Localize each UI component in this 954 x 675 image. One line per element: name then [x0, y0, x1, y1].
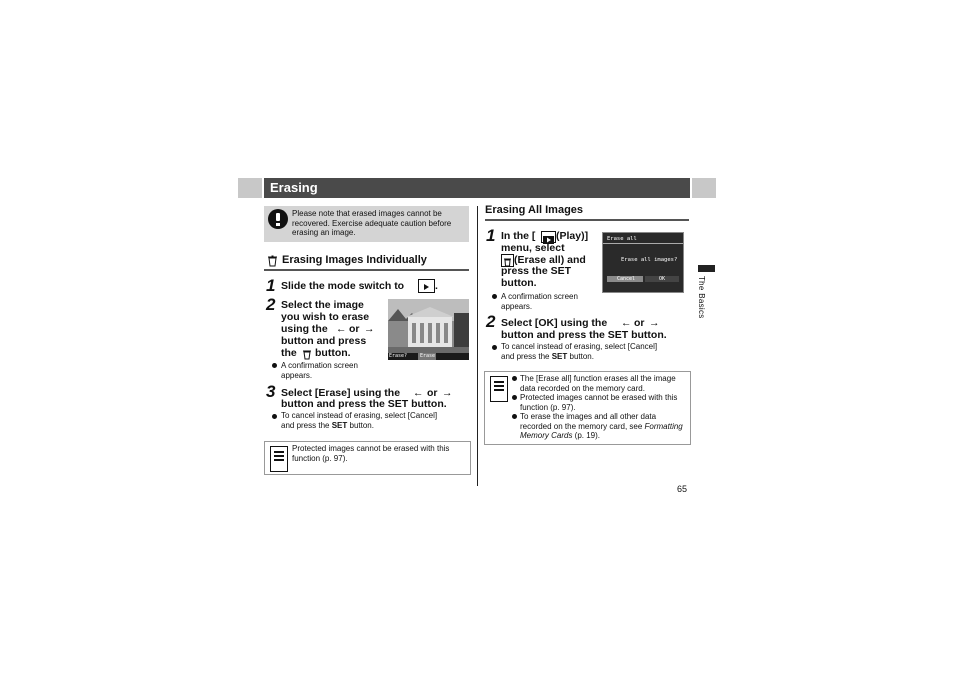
- memo-icon: [270, 446, 288, 472]
- bullet-text-part: and press the: [281, 421, 332, 430]
- memo-text-italic: Formatting Memory Cards: [520, 421, 683, 440]
- caution-icon: [268, 209, 288, 229]
- heading-rule: [485, 219, 689, 221]
- title-bar: [264, 178, 690, 198]
- step-text: button.: [501, 277, 537, 289]
- step-text: In the [: [501, 230, 536, 242]
- header-tab-left: [238, 178, 262, 198]
- bullet: [512, 376, 517, 381]
- bullet: [512, 414, 517, 419]
- page-number: 65: [677, 484, 688, 494]
- section-tab-marker: [698, 265, 715, 272]
- step-text: or: [427, 387, 438, 399]
- step-text: using the: [281, 323, 328, 335]
- bullet: [272, 363, 277, 368]
- bullet-text: [281, 421, 466, 431]
- left-arrow-icon: ←: [336, 323, 347, 335]
- right-arrow-icon: →: [442, 387, 453, 399]
- bullet-text: [501, 352, 686, 362]
- heading-rule: [264, 269, 469, 271]
- step-text: or: [349, 323, 360, 335]
- step-text: you wish to erase: [281, 311, 370, 323]
- step-number: 1: [266, 276, 276, 295]
- step-number: 2: [486, 312, 496, 331]
- memo-text: Protected images cannot be erased with this function (p. 97).: [520, 393, 678, 412]
- bullet: [512, 395, 517, 400]
- bullet-text-part: and press the: [501, 352, 552, 361]
- trash-icon: [267, 254, 278, 266]
- step-text: menu, select: [501, 242, 565, 254]
- step-text: or: [634, 317, 645, 329]
- bullet-text-bold: SET: [331, 421, 348, 430]
- section-heading-erase-individual: Erasing Images Individually: [282, 254, 427, 266]
- memo-text: [520, 412, 686, 441]
- screen-label: Erase?: [389, 353, 408, 359]
- memo-text: Protected images cannot be erased with this function (p. 97).: [292, 444, 450, 463]
- bullet: [492, 345, 497, 350]
- step-text: (Play)]: [556, 230, 589, 242]
- header-tab-right: [692, 178, 716, 198]
- bullet-text-part: button.: [567, 352, 594, 361]
- step-text: button and press: [281, 335, 367, 347]
- memo-text-part: (p. 19).: [572, 431, 601, 440]
- screen-divider: [603, 243, 683, 244]
- step-text: Select [OK] using the: [501, 317, 608, 329]
- bullet-text: To cancel instead of erasing, select [Cancel]: [281, 411, 438, 420]
- section-tab-label: The Basics: [697, 276, 706, 319]
- step-text: button and press the SET button.: [281, 398, 447, 410]
- right-arrow-icon: →: [364, 323, 375, 335]
- bullet-text: A confirmation screen appears.: [281, 361, 358, 380]
- step-period: .: [435, 280, 438, 292]
- camera-screen-erase: [388, 299, 469, 360]
- step-text: press the SET: [501, 265, 572, 277]
- step-number: 3: [266, 382, 276, 401]
- left-arrow-icon: ←: [413, 387, 424, 399]
- memo-text-part: To erase the images and all other data recorded on the memory card, see: [520, 412, 657, 431]
- bullet-text: A confirmation screen appears.: [501, 292, 578, 311]
- screen-ok-label: OK: [659, 276, 666, 282]
- step-text: (Erase all) and: [514, 254, 586, 266]
- play-mode-icon: [418, 279, 435, 293]
- step-text: Slide the mode switch to: [281, 280, 405, 292]
- step-number: 2: [266, 295, 276, 314]
- step-text: Select the image: [281, 299, 364, 311]
- step-text: Select [Erase] using the: [281, 387, 401, 399]
- memo-text: The [Erase all] function erases all the image data recorded on the memory card.: [520, 374, 676, 393]
- screen-label: Erase: [420, 353, 436, 359]
- column-divider: [477, 206, 478, 486]
- bullet: [272, 414, 277, 419]
- step-text: button and press the SET button.: [501, 329, 667, 341]
- screen-title: Erase all: [607, 236, 637, 242]
- right-arrow-icon: →: [649, 317, 660, 329]
- left-arrow-icon: ←: [621, 317, 632, 329]
- bullet-text: To cancel instead of erasing, select [Cancel]: [501, 342, 658, 351]
- trash-icon: [302, 347, 312, 358]
- bullet-text-bold: SET: [551, 352, 568, 361]
- step-text: the: [281, 347, 297, 359]
- step-number: 1: [486, 226, 496, 245]
- section-heading-erase-all: Erasing All Images: [485, 204, 584, 216]
- screen-message: Erase all images?: [621, 257, 678, 263]
- screen-cancel-label: Cancel: [617, 276, 636, 282]
- step-text: button.: [315, 347, 351, 359]
- caution-text: Please note that erased images cannot be recovered. Exercise adequate caution before erasing an image.: [292, 209, 452, 237]
- memo-icon: [490, 376, 508, 402]
- bullet: [492, 294, 497, 299]
- page-title: Erasing: [270, 180, 318, 195]
- camera-screen-erase-all: [602, 232, 684, 293]
- bullet-text-part: button.: [347, 421, 374, 430]
